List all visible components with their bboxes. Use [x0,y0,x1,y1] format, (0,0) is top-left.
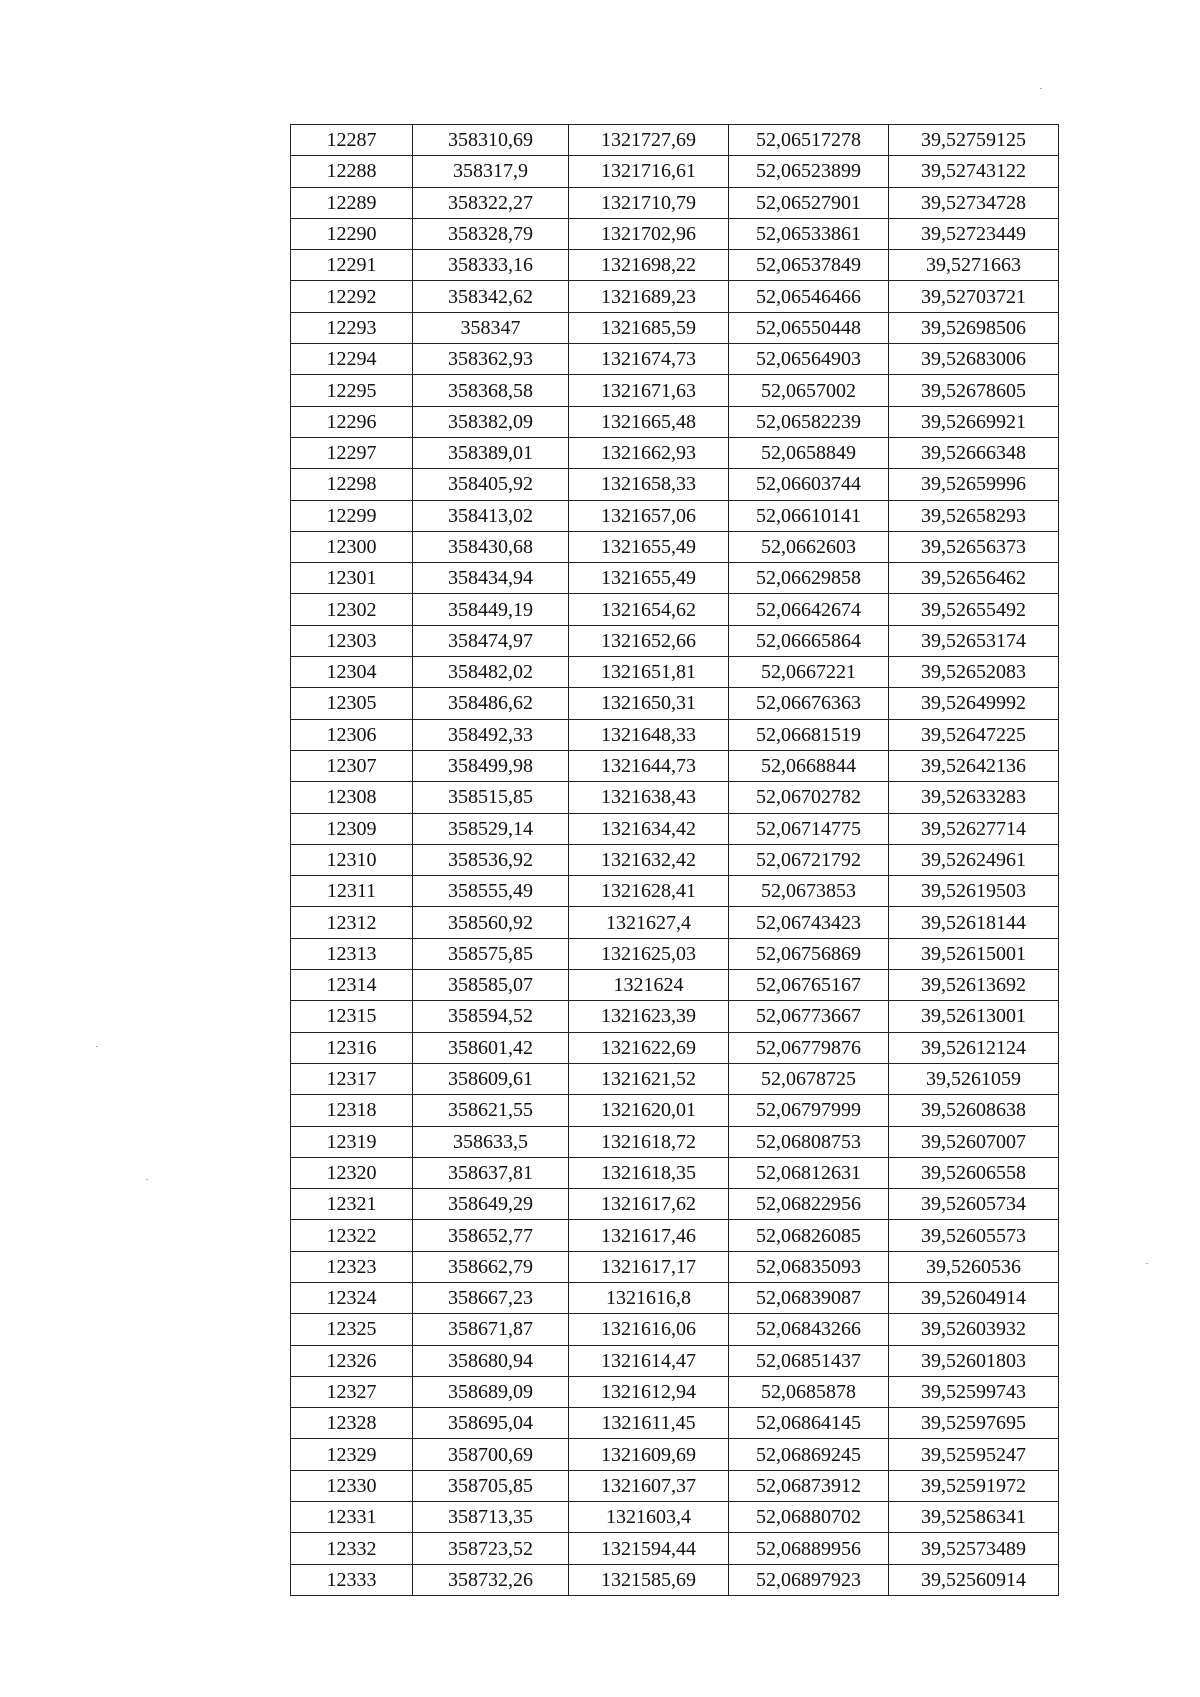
x-coordinate-cell: 358405,92 [413,469,569,500]
latitude-cell: 52,0673853 [729,876,889,907]
longitude-cell: 39,52656373 [889,531,1059,562]
x-coordinate-cell: 358680,94 [413,1345,569,1376]
x-coordinate-cell: 358368,58 [413,375,569,406]
latitude-cell: 52,0685878 [729,1376,889,1407]
x-coordinate-cell: 358482,02 [413,657,569,688]
x-coordinate-cell: 358347 [413,312,569,343]
table-row [291,594,1059,625]
point-number-cell: 12311 [291,876,413,907]
longitude-cell: 39,52678605 [889,375,1059,406]
x-coordinate-cell: 358695,04 [413,1408,569,1439]
point-number-cell: 12314 [291,970,413,1001]
x-coordinate-cell: 358689,09 [413,1376,569,1407]
longitude-cell: 39,52560914 [889,1564,1059,1595]
latitude-cell: 52,06869245 [729,1439,889,1470]
longitude-cell: 39,52607007 [889,1126,1059,1157]
point-number-cell: 12322 [291,1220,413,1251]
point-number-cell: 12297 [291,437,413,468]
latitude-cell: 52,06835093 [729,1251,889,1282]
x-coordinate-cell: 358601,42 [413,1032,569,1063]
x-coordinate-cell: 358413,02 [413,500,569,531]
x-coordinate-cell: 358536,92 [413,844,569,875]
y-coordinate-cell: 1321624 [569,970,729,1001]
latitude-cell: 52,06665864 [729,625,889,656]
longitude-cell: 39,52656462 [889,563,1059,594]
latitude-cell: 52,06889956 [729,1533,889,1564]
longitude-cell: 39,52597695 [889,1408,1059,1439]
y-coordinate-cell: 1321674,73 [569,344,729,375]
table-row [291,1345,1059,1376]
point-number-cell: 12317 [291,1063,413,1094]
latitude-cell: 52,06873912 [729,1470,889,1501]
y-coordinate-cell: 1321702,96 [569,218,729,249]
point-number-cell: 12331 [291,1502,413,1533]
y-coordinate-cell: 1321655,49 [569,563,729,594]
table-row [291,218,1059,249]
x-coordinate-cell: 358723,52 [413,1533,569,1564]
longitude-cell: 39,52591972 [889,1470,1059,1501]
scan-speck [1146,1263,1148,1264]
longitude-cell: 39,52599743 [889,1376,1059,1407]
latitude-cell: 52,06808753 [729,1126,889,1157]
point-number-cell: 12320 [291,1157,413,1188]
longitude-cell: 39,52703721 [889,281,1059,312]
point-number-cell: 12308 [291,782,413,813]
y-coordinate-cell: 1321623,39 [569,1001,729,1032]
latitude-cell: 52,06721792 [729,844,889,875]
x-coordinate-cell: 358342,62 [413,281,569,312]
x-coordinate-cell: 358671,87 [413,1314,569,1345]
longitude-cell: 39,52743122 [889,156,1059,187]
x-coordinate-cell: 358389,01 [413,437,569,468]
longitude-cell: 39,52734728 [889,187,1059,218]
table-row [291,500,1059,531]
table-row [291,187,1059,218]
y-coordinate-cell: 1321616,06 [569,1314,729,1345]
y-coordinate-cell: 1321632,42 [569,844,729,875]
latitude-cell: 52,06603744 [729,469,889,500]
y-coordinate-cell: 1321612,94 [569,1376,729,1407]
x-coordinate-cell: 358430,68 [413,531,569,562]
table-row [291,1032,1059,1063]
latitude-cell: 52,06797999 [729,1095,889,1126]
table-row [291,125,1059,156]
point-number-cell: 12301 [291,563,413,594]
table-row [291,469,1059,500]
x-coordinate-cell: 358705,85 [413,1470,569,1501]
latitude-cell: 52,0662603 [729,531,889,562]
table-row [291,344,1059,375]
x-coordinate-cell: 358594,52 [413,1001,569,1032]
table-row [291,719,1059,750]
y-coordinate-cell: 1321616,8 [569,1282,729,1313]
latitude-cell: 52,06773667 [729,1001,889,1032]
table-row [291,625,1059,656]
point-number-cell: 12303 [291,625,413,656]
x-coordinate-cell: 358667,23 [413,1282,569,1313]
x-coordinate-cell: 358515,85 [413,782,569,813]
latitude-cell: 52,06843266 [729,1314,889,1345]
y-coordinate-cell: 1321621,52 [569,1063,729,1094]
y-coordinate-cell: 1321603,4 [569,1502,729,1533]
longitude-cell: 39,52619503 [889,876,1059,907]
table-row [291,1095,1059,1126]
x-coordinate-cell: 358310,69 [413,125,569,156]
y-coordinate-cell: 1321618,35 [569,1157,729,1188]
latitude-cell: 52,0657002 [729,375,889,406]
point-number-cell: 12304 [291,657,413,688]
x-coordinate-cell: 358317,9 [413,156,569,187]
point-number-cell: 12298 [291,469,413,500]
longitude-cell: 39,52612124 [889,1032,1059,1063]
table-row [291,1502,1059,1533]
latitude-cell: 52,06826085 [729,1220,889,1251]
longitude-cell: 39,52613692 [889,970,1059,1001]
point-number-cell: 12312 [291,907,413,938]
table-row [291,970,1059,1001]
table-row [291,375,1059,406]
point-number-cell: 12288 [291,156,413,187]
latitude-cell: 52,06642674 [729,594,889,625]
longitude-cell: 39,52666348 [889,437,1059,468]
table-row [291,312,1059,343]
longitude-cell: 39,52723449 [889,218,1059,249]
point-number-cell: 12290 [291,218,413,249]
table-row [291,1533,1059,1564]
point-number-cell: 12306 [291,719,413,750]
longitude-cell: 39,52613001 [889,1001,1059,1032]
y-coordinate-cell: 1321671,63 [569,375,729,406]
latitude-cell: 52,0668844 [729,750,889,781]
y-coordinate-cell: 1321665,48 [569,406,729,437]
longitude-cell: 39,52624961 [889,844,1059,875]
table-row [291,1001,1059,1032]
y-coordinate-cell: 1321620,01 [569,1095,729,1126]
latitude-cell: 52,06702782 [729,782,889,813]
y-coordinate-cell: 1321655,49 [569,531,729,562]
table-row [291,281,1059,312]
y-coordinate-cell: 1321685,59 [569,312,729,343]
y-coordinate-cell: 1321638,43 [569,782,729,813]
x-coordinate-cell: 358434,94 [413,563,569,594]
x-coordinate-cell: 358474,97 [413,625,569,656]
table-row [291,1189,1059,1220]
table-row [291,406,1059,437]
x-coordinate-cell: 358621,55 [413,1095,569,1126]
x-coordinate-cell: 358609,61 [413,1063,569,1094]
point-number-cell: 12299 [291,500,413,531]
table-row [291,1408,1059,1439]
y-coordinate-cell: 1321627,4 [569,907,729,938]
latitude-cell: 52,06812631 [729,1157,889,1188]
x-coordinate-cell: 358362,93 [413,344,569,375]
x-coordinate-cell: 358575,85 [413,938,569,969]
y-coordinate-cell: 1321585,69 [569,1564,729,1595]
point-number-cell: 12325 [291,1314,413,1345]
latitude-cell: 52,06779876 [729,1032,889,1063]
longitude-cell: 39,52659996 [889,469,1059,500]
longitude-cell: 39,52603932 [889,1314,1059,1345]
longitude-cell: 39,52652083 [889,657,1059,688]
longitude-cell: 39,52606558 [889,1157,1059,1188]
y-coordinate-cell: 1321710,79 [569,187,729,218]
y-coordinate-cell: 1321658,33 [569,469,729,500]
latitude-cell: 52,06822956 [729,1189,889,1220]
table-row [291,1251,1059,1282]
x-coordinate-cell: 358499,98 [413,750,569,781]
longitude-cell: 39,52601803 [889,1345,1059,1376]
x-coordinate-cell: 358555,49 [413,876,569,907]
x-coordinate-cell: 358333,16 [413,250,569,281]
table-row [291,563,1059,594]
latitude-cell: 52,0678725 [729,1063,889,1094]
longitude-cell: 39,52604914 [889,1282,1059,1313]
latitude-cell: 52,0667221 [729,657,889,688]
y-coordinate-cell: 1321662,93 [569,437,729,468]
point-number-cell: 12309 [291,813,413,844]
y-coordinate-cell: 1321652,66 [569,625,729,656]
latitude-cell: 52,06756869 [729,938,889,969]
coordinates-table [290,124,1059,1596]
latitude-cell: 52,06517278 [729,125,889,156]
point-number-cell: 12289 [291,187,413,218]
y-coordinate-cell: 1321617,62 [569,1189,729,1220]
table-row [291,250,1059,281]
table-row [291,688,1059,719]
point-number-cell: 12319 [291,1126,413,1157]
table-row [291,437,1059,468]
longitude-cell: 39,52605734 [889,1189,1059,1220]
point-number-cell: 12333 [291,1564,413,1595]
table-row [291,907,1059,938]
table-row [291,531,1059,562]
latitude-cell: 52,06897923 [729,1564,889,1595]
latitude-cell: 52,06533861 [729,218,889,249]
longitude-cell: 39,52608638 [889,1095,1059,1126]
point-number-cell: 12332 [291,1533,413,1564]
latitude-cell: 52,06743423 [729,907,889,938]
point-number-cell: 12313 [291,938,413,969]
y-coordinate-cell: 1321657,06 [569,500,729,531]
x-coordinate-cell: 358649,29 [413,1189,569,1220]
longitude-cell: 39,52759125 [889,125,1059,156]
longitude-cell: 39,52698506 [889,312,1059,343]
scan-speck [1040,88,1042,89]
y-coordinate-cell: 1321716,61 [569,156,729,187]
y-coordinate-cell: 1321617,17 [569,1251,729,1282]
x-coordinate-cell: 358328,79 [413,218,569,249]
point-number-cell: 12305 [291,688,413,719]
point-number-cell: 12323 [291,1251,413,1282]
longitude-cell: 39,5261059 [889,1063,1059,1094]
y-coordinate-cell: 1321625,03 [569,938,729,969]
table-row [291,844,1059,875]
point-number-cell: 12328 [291,1408,413,1439]
x-coordinate-cell: 358637,81 [413,1157,569,1188]
latitude-cell: 52,06523899 [729,156,889,187]
longitude-cell: 39,52669921 [889,406,1059,437]
table-row [291,1282,1059,1313]
longitude-cell: 39,52573489 [889,1533,1059,1564]
table-row [291,1470,1059,1501]
point-number-cell: 12327 [291,1376,413,1407]
point-number-cell: 12287 [291,125,413,156]
longitude-cell: 39,52642136 [889,750,1059,781]
table-row [291,1157,1059,1188]
y-coordinate-cell: 1321609,69 [569,1439,729,1470]
latitude-cell: 52,06839087 [729,1282,889,1313]
y-coordinate-cell: 1321651,81 [569,657,729,688]
longitude-cell: 39,52649992 [889,688,1059,719]
y-coordinate-cell: 1321689,23 [569,281,729,312]
y-coordinate-cell: 1321611,45 [569,1408,729,1439]
latitude-cell: 52,06880702 [729,1502,889,1533]
x-coordinate-cell: 358560,92 [413,907,569,938]
table-row [291,782,1059,813]
table-row [291,1314,1059,1345]
point-number-cell: 12321 [291,1189,413,1220]
table-row [291,1063,1059,1094]
table-row [291,1220,1059,1251]
point-number-cell: 12307 [291,750,413,781]
table-row [291,156,1059,187]
point-number-cell: 12292 [291,281,413,312]
y-coordinate-cell: 1321648,33 [569,719,729,750]
x-coordinate-cell: 358662,79 [413,1251,569,1282]
longitude-cell: 39,52633283 [889,782,1059,813]
y-coordinate-cell: 1321654,62 [569,594,729,625]
longitude-cell: 39,52595247 [889,1439,1059,1470]
y-coordinate-cell: 1321698,22 [569,250,729,281]
point-number-cell: 12326 [291,1345,413,1376]
point-number-cell: 12296 [291,406,413,437]
point-number-cell: 12293 [291,312,413,343]
latitude-cell: 52,0658849 [729,437,889,468]
y-coordinate-cell: 1321644,73 [569,750,729,781]
longitude-cell: 39,52653174 [889,625,1059,656]
x-coordinate-cell: 358382,09 [413,406,569,437]
point-number-cell: 12315 [291,1001,413,1032]
point-number-cell: 12316 [291,1032,413,1063]
scan-speck [146,1179,148,1180]
point-number-cell: 12324 [291,1282,413,1313]
y-coordinate-cell: 1321617,46 [569,1220,729,1251]
y-coordinate-cell: 1321727,69 [569,125,729,156]
x-coordinate-cell: 358492,33 [413,719,569,750]
x-coordinate-cell: 358529,14 [413,813,569,844]
y-coordinate-cell: 1321634,42 [569,813,729,844]
point-number-cell: 12302 [291,594,413,625]
table-row [291,1564,1059,1595]
y-coordinate-cell: 1321622,69 [569,1032,729,1063]
point-number-cell: 12294 [291,344,413,375]
latitude-cell: 52,06864145 [729,1408,889,1439]
point-number-cell: 12291 [291,250,413,281]
longitude-cell: 39,5260536 [889,1251,1059,1282]
table-row [291,1376,1059,1407]
latitude-cell: 52,06765167 [729,970,889,1001]
longitude-cell: 39,52647225 [889,719,1059,750]
x-coordinate-cell: 358633,5 [413,1126,569,1157]
latitude-cell: 52,06564903 [729,344,889,375]
latitude-cell: 52,06610141 [729,500,889,531]
latitude-cell: 52,06681519 [729,719,889,750]
longitude-cell: 39,5271663 [889,250,1059,281]
longitude-cell: 39,52627714 [889,813,1059,844]
table-row [291,1126,1059,1157]
longitude-cell: 39,52618144 [889,907,1059,938]
table-row [291,750,1059,781]
y-coordinate-cell: 1321594,44 [569,1533,729,1564]
table-row [291,876,1059,907]
longitude-cell: 39,52615001 [889,938,1059,969]
point-number-cell: 12318 [291,1095,413,1126]
y-coordinate-cell: 1321628,41 [569,876,729,907]
x-coordinate-cell: 358322,27 [413,187,569,218]
point-number-cell: 12310 [291,844,413,875]
y-coordinate-cell: 1321614,47 [569,1345,729,1376]
latitude-cell: 52,06629858 [729,563,889,594]
longitude-cell: 39,52655492 [889,594,1059,625]
point-number-cell: 12295 [291,375,413,406]
y-coordinate-cell: 1321618,72 [569,1126,729,1157]
latitude-cell: 52,06550448 [729,312,889,343]
latitude-cell: 52,06527901 [729,187,889,218]
latitude-cell: 52,06537849 [729,250,889,281]
x-coordinate-cell: 358732,26 [413,1564,569,1595]
x-coordinate-cell: 358700,69 [413,1439,569,1470]
y-coordinate-cell: 1321650,31 [569,688,729,719]
latitude-cell: 52,06851437 [729,1345,889,1376]
point-number-cell: 12300 [291,531,413,562]
latitude-cell: 52,06546466 [729,281,889,312]
latitude-cell: 52,06582239 [729,406,889,437]
x-coordinate-cell: 358652,77 [413,1220,569,1251]
table-row [291,657,1059,688]
longitude-cell: 39,52605573 [889,1220,1059,1251]
x-coordinate-cell: 358585,07 [413,970,569,1001]
x-coordinate-cell: 358449,19 [413,594,569,625]
x-coordinate-cell: 358486,62 [413,688,569,719]
y-coordinate-cell: 1321607,37 [569,1470,729,1501]
longitude-cell: 39,52586341 [889,1502,1059,1533]
point-number-cell: 12329 [291,1439,413,1470]
longitude-cell: 39,52683006 [889,344,1059,375]
latitude-cell: 52,06676363 [729,688,889,719]
scan-speck [96,1046,98,1047]
latitude-cell: 52,06714775 [729,813,889,844]
table-body [291,125,1059,1596]
point-number-cell: 12330 [291,1470,413,1501]
table-row [291,1439,1059,1470]
table-row [291,813,1059,844]
table-row [291,938,1059,969]
x-coordinate-cell: 358713,35 [413,1502,569,1533]
longitude-cell: 39,52658293 [889,500,1059,531]
